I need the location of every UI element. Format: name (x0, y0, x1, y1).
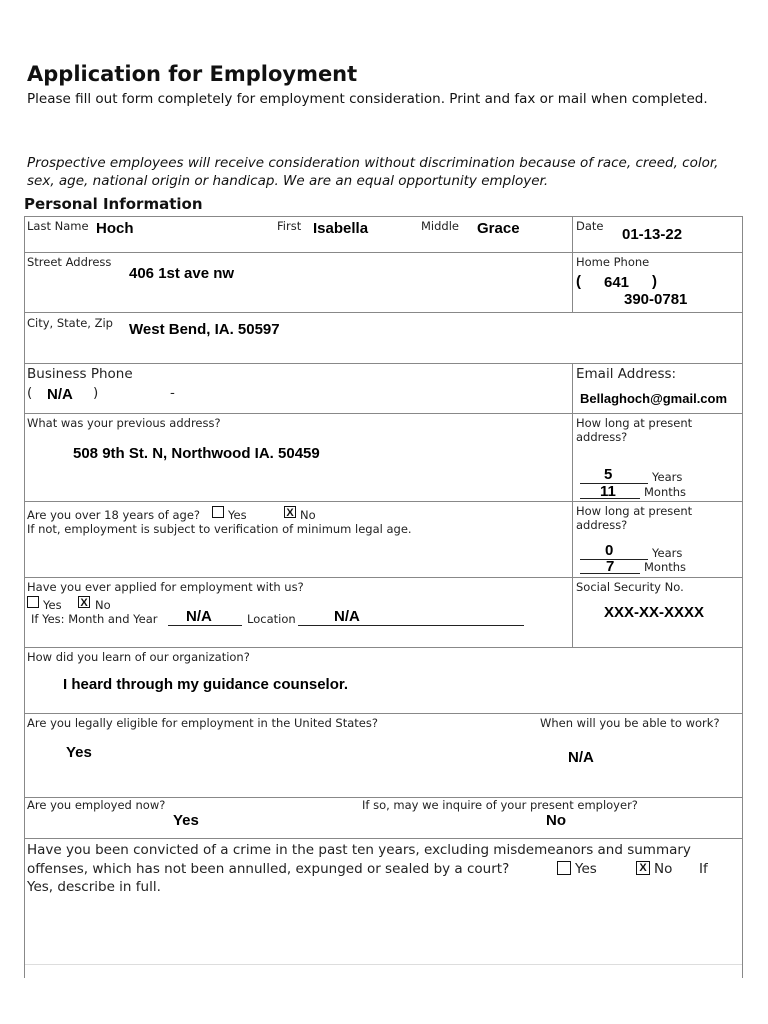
how-long-label-1: How long at present address? (576, 416, 693, 444)
years-value-1[interactable]: 5 (604, 466, 613, 483)
employed-answer[interactable]: Yes (173, 812, 199, 829)
first-name-label: First (277, 219, 302, 233)
start-work-question: When will you be able to work? (540, 716, 720, 730)
home-phone-area-code[interactable]: 641 (604, 274, 630, 291)
applied-yes-checkbox[interactable] (27, 596, 39, 608)
crime-question-line3: Yes, describe in full. (27, 879, 161, 895)
business-phone-close-paren: ) (93, 385, 99, 401)
street-address-label: Street Address (27, 255, 112, 269)
applied-yes-label: Yes (43, 598, 62, 612)
business-phone-area-code[interactable]: N/A (47, 386, 73, 403)
home-phone-close-paren: ) (652, 273, 657, 290)
previous-address-label: What was your previous address? (27, 416, 221, 430)
employed-question: Are you employed now? (27, 798, 166, 812)
months-value-2[interactable]: 7 (606, 558, 615, 575)
applied-before-question: Have you ever applied for employment with us? (27, 580, 304, 594)
applied-no-label: No (95, 598, 111, 612)
middle-name-label: Middle (421, 219, 459, 233)
applied-no-checkbox[interactable]: X (78, 596, 90, 608)
business-phone-open-paren: ( (27, 385, 33, 401)
age-yes-checkbox[interactable] (212, 506, 224, 518)
learn-question: How did you learn of our organization? (27, 650, 250, 664)
eligible-question: Are you legally eligible for employment in the United States? (27, 716, 378, 730)
crime-question-line2: offenses, which has not been annulled, expunged or sealed by a court? (27, 861, 510, 877)
months-label-2: Months (644, 560, 687, 574)
age-question: Are you over 18 years of age? (27, 508, 201, 522)
city-state-zip-label: City, State, Zip (27, 316, 113, 330)
crime-if-label: If (699, 861, 708, 877)
home-phone-label: Home Phone (576, 255, 650, 269)
home-phone-open-paren: ( (576, 273, 581, 290)
last-name-value[interactable]: Hoch (96, 220, 134, 237)
inquire-answer[interactable]: No (546, 812, 566, 829)
city-state-zip-value[interactable]: West Bend, IA. 50597 (129, 321, 280, 338)
applied-location-value[interactable]: N/A (334, 608, 360, 625)
years-value-2[interactable]: 0 (605, 542, 614, 559)
last-name-label: Last Name (27, 219, 89, 233)
email-label: Email Address: (576, 366, 677, 382)
email-value[interactable]: Bellaghoch@gmail.com (580, 391, 728, 406)
business-phone-label: Business Phone (27, 366, 133, 382)
crime-no-checkbox[interactable]: X (636, 861, 650, 875)
crime-yes-checkbox[interactable] (557, 861, 571, 875)
first-name-value[interactable]: Isabella (313, 220, 369, 237)
ssn-value[interactable]: XXX-XX-XXXX (604, 604, 705, 621)
applied-month-year-label: If Yes: Month and Year (31, 612, 158, 626)
start-work-answer[interactable]: N/A (568, 749, 594, 766)
months-value-1[interactable]: 11 (600, 483, 616, 500)
street-address-value[interactable]: 406 1st ave nw (129, 265, 235, 282)
applied-location-label: Location (247, 612, 296, 626)
age-verification-note: If not, employment is subject to verification of minimum legal age. (27, 522, 412, 536)
business-phone-dash: - (170, 385, 175, 401)
age-no-label: No (300, 508, 316, 522)
equal-opportunity-statement: Prospective employees will receive consideration without discrimination because of race, creed, color, sex, age, national origin or handicap. We are an equal opportunity employer. (27, 155, 719, 189)
date-label: Date (576, 219, 604, 233)
date-value[interactable]: 01-13-22 (622, 226, 683, 243)
crime-question-line1: Have you been convicted of a crime in the past ten years, excluding misdemeanors and summary (27, 842, 691, 858)
previous-address-value[interactable]: 508 9th St. N, Northwood IA. 50459 (73, 445, 320, 462)
middle-name-value[interactable]: Grace (477, 220, 520, 237)
crime-yes-label: Yes (575, 861, 597, 877)
years-label-1: Years (652, 470, 683, 484)
eligible-answer[interactable]: Yes (66, 744, 92, 761)
form-instructions: Please fill out form completely for employment consideration. Print and fax or mail when completed. (27, 91, 708, 107)
years-label-2: Years (652, 546, 683, 560)
age-yes-label: Yes (228, 508, 247, 522)
crime-no-label: No (654, 861, 673, 877)
home-phone-number[interactable]: 390-0781 (624, 291, 688, 308)
inquire-question: If so, may we inquire of your present employer? (362, 798, 638, 812)
applied-month-year-value[interactable]: N/A (186, 608, 212, 625)
section-title: Personal Information (24, 195, 203, 213)
age-no-checkbox[interactable]: X (284, 506, 296, 518)
ssn-label: Social Security No. (576, 580, 684, 594)
learn-answer[interactable]: I heard through my guidance counselor. (63, 676, 349, 693)
how-long-label-2: How long at present address? (576, 504, 693, 532)
months-label-1: Months (644, 485, 687, 499)
form-title: Application for Employment (27, 62, 358, 86)
